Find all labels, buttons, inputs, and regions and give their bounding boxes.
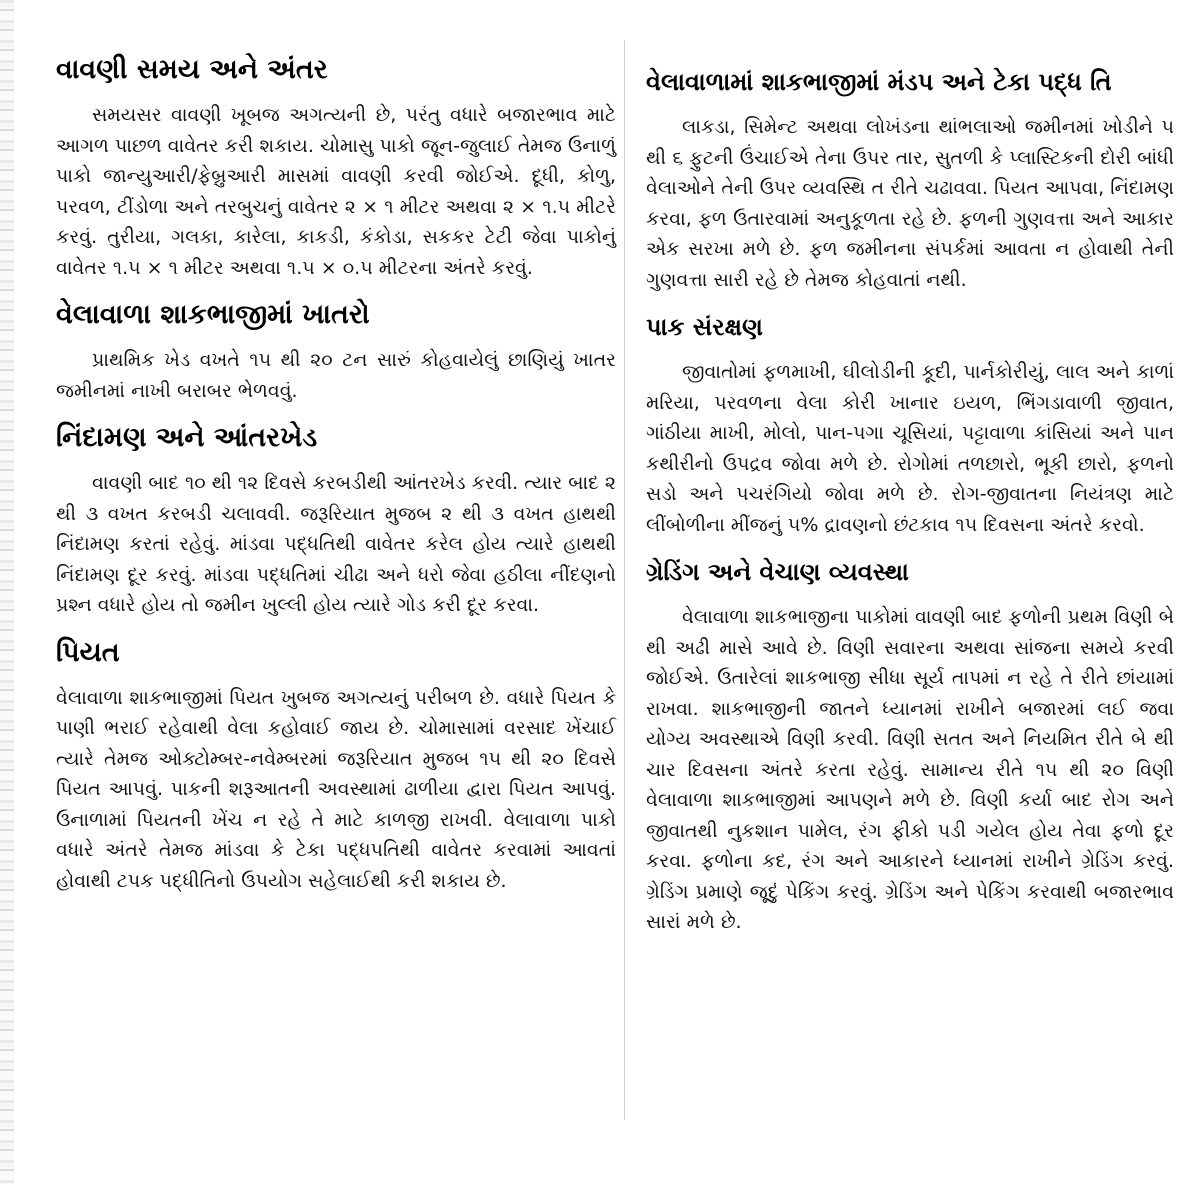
- section-body: વાવણી બાદ ૧૦ થી ૧૨ દિવસે કરબડીથી આંતરખેડ કરવી. ત્યાર બાદ ૨ થી ૩ વખત કરબડી ચલાવવી. જરૂરિયાત મુજબ ૨ થી ૩ વખત હાથથી નિંદામણ કરતાં રહેવું. માંડવા પદ્ધતિથી વાવેતર કરેલ હોય ત્યારે હાથથી નિંદામણ દૂર કરવું. માંડવા પદ્ધતિમાં ચીઢા અને ધરો જેવા હઠીલા નીંદણનો પ્રશ્ન વધારે હોય તો જમીન ખુલ્લી હોય ત્યારે ગોડ કરી દૂર કરવા.: [56, 472, 616, 616]
- section-body: વેલાવાળા શાકભાજીના પાકોમાં વાવણી બાદ ફળોની પ્રથમ વિણી બે થી અઢી માસે આવે છે. વિણી સવારના અથવા સાંજના સમયે કરવી જોઈએ. ઉતારેલાં શાકભાજી સીધા સૂર્ય તાપમાં ન રહે તે રીતે છાંયામાં રાખવા. શાકભાજીની જાતને ધ્યાનમાં રાખીને બજારમાં લઈ જવા યોગ્ય અવસ્થાએ વિણી કરવી. વિણી સતત અને નિયમિત રીતે બે થી ચાર દિવસના અંતરે કરતા રહેવું. સામાન્ય રીતે ૧૫ થી ૨૦ વિણી વેલાવાળા શાકભાજીમાં આપણને મળે છે. વિણી કર્યા બાદ રોગ અને જીવાતથી નુકશાન પામેલ, રંગ ફીકો પડી ગયેલ હોય તેવા ફળો દૂર કરવા. ફળોના કદ, રંગ અને આકારને ધ્યાનમાં રાખીને ગ્રેડિંગ કરવું. ગ્રેડિંગ પ્રમાણે જૂદું પેકિંગ કરવું. ગ્રેડિંગ અને પેકિંગ કરવાથી બજારભાવ સારાં મળે છે.: [646, 606, 1174, 933]
- column-divider: [624, 40, 625, 1120]
- scan-edge: [0, 0, 14, 1184]
- section-heading: પિયત: [56, 636, 120, 668]
- section-heading: વેલાવાળા શાકભાજીમાં ખાતરો: [56, 299, 370, 330]
- left-column: [56, 52, 616, 910]
- section-heading: વેલાવાળામાં શાકભાજીમાં મંડપ અને ટેકા પદ્ધ તિ: [646, 68, 1112, 96]
- section-body: જીવાતોમાં ફળમાખી, ઘીલોડીની કૂદી, પાર્નકોરીયું, લાલ અને કાળાં મરિયા, પરવળના વેલા કોરી ખાનાર ઇયળ, ભિંગડાવાળી જીવાત, ગાંઠીયા માખી, મોલો, પાન-પગા ચૂસિયાં, પટ્ટાવાળા કાંસિયાં અને પાન કથીરીનો ઉપદ્રવ જોવા મળે છે. રોગોમાં તળછારો, ભૂકી છારો, ફળનો સડો અને પચરંગિયો જોવા મળે છે. રોગ-જીવાતના નિયંત્રણ માટે લીંબોળીના મીંજનું ૫% દ્રાવણનો છંટકાવ ૧૫ દિવસના અંતરે કરવો.: [646, 361, 1174, 536]
- section-heading: પાક સંરક્ષણ: [646, 313, 763, 341]
- section-heading: ગ્રેડિંગ અને વેચાણ વ્યવસ્થા: [646, 558, 909, 586]
- right-column: [646, 64, 1174, 952]
- section-fertilizers: [56, 297, 616, 406]
- section-body: પ્રાથમિક ખેડ વખતે ૧૫ થી ૨૦ ટન સારું કોહવાયેલું છાણિયું ખાતર જમીનમાં નાખી બરાબર ભેળવવું.: [56, 349, 616, 402]
- section-weeding: [56, 420, 616, 621]
- section-heading: વાવણી સમય અને અંતર: [56, 54, 328, 85]
- section-sowing-time: [56, 52, 616, 283]
- section-trellis-method: [646, 64, 1174, 295]
- section-body: વેલાવાળા શાકભાજીમાં પિયત ખુબજ અગત્યનું પરીબળ છે. વધારે પિયત કે પાણી ભરાઈ રહેવાથી વેલા કહોવાઈ જાય છે. ચોમાસામાં વરસાદ ખેંચાઈ ત્યારે તેમજ ઓક્ટોમ્બર-નવેમ્બરમાં જરૂરિયાત મુજબ ૧૫ થી ૨૦ દિવસે પિયત આપવું. પાકની શરૂઆતની અવસ્થામાં ઢાળીયા દ્વારા પિયત આપવું. ઉનાળામાં પિયતની ખેંચ ન રહે તે માટે કાળજી રાખવી. વેલાવાળા પાકો વધારે અંતરે તેમજ માંડવા કે ટેકા પદ્ધપતિથી વાવેતર કરવામાં આવતાં હોવાથી ટપક પદ્ધીતિનો ઉપયોગ સહેલાઈથી કરી શકાય છે.: [56, 686, 616, 892]
- section-crop-protection: [646, 309, 1174, 540]
- section-irrigation: [56, 635, 616, 897]
- section-body: લાકડા, સિમેન્ટ અથવા લોખંડના થાંભલાઓ જમીનમાં ખોડીને ૫ થી ૬ ફુટની ઉંચાઈએ તેના ઉપર તાર, સુતળી કે પ્લાસ્ટિકની દોરી બાંધી વેલાઓને તેની ઉપર વ્યવસ્થિ ત રીતે ચઢાવવા. પિયત આપવા, નિંદામણ કરવા, ફળ ઉતારવામાં અનુકૂળતા રહે છે. ફળની ગુણવત્તા અને આકાર એક સરખા મળે છે. ફળ જમીનના સંપર્કમાં આવતા ન હોવાથી તેની ગુણવત્તા સારી રહે છે તેમજ કોહવાતાં નથી.: [646, 116, 1174, 291]
- section-heading: નિંદામણ અને આંતરખેડ: [56, 422, 318, 453]
- section-grading-marketing: [646, 554, 1174, 938]
- section-body: સમયસર વાવણી ખૂબજ અગત્યની છે, પરંતુ વધારે બજારભાવ માટે આગળ પાછળ વાવેતર કરી શકાય. ચોમાસુ પાકો જૂન-જુલાઈ તેમજ ઉનાળું પાકો જાન્યુઆરી/ફેબ્રુઆરી માસમાં વાવણી કરવી જોઈએ. દૂધી, કોળુ, પરવળ, ટીંડોળા અને તરબુચનું વાવેતર ૨ × ૧ મીટર અથવા ૨ × ૧.૫ મીટરે કરવું. તુરીયા, ગલકા, કારેલા, કાકડી, કંકોડા, સકકર ટેટી જેવા પાકોનું વાવેતર ૧.૫ × ૧ મીટર અથવા ૧.૫ × ૦.૫ મીટરના અંતરે કરવું.: [56, 104, 616, 279]
